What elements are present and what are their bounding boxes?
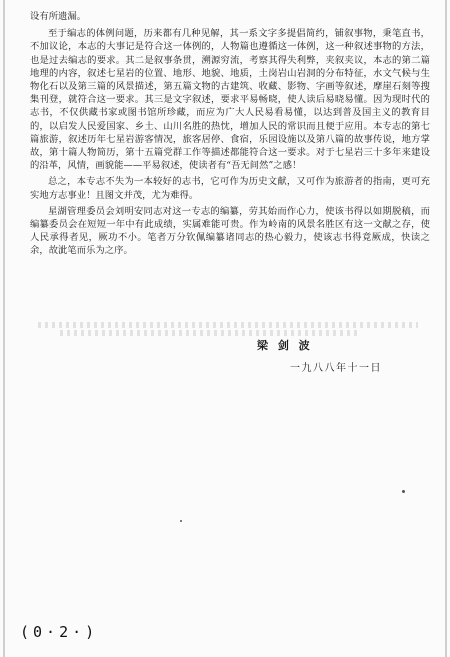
- author-signature: 梁 剑 波: [257, 339, 313, 352]
- paragraph-continuation: 设有所遗漏。: [30, 11, 87, 22]
- signature-date: 一九八八年十一日: [290, 363, 382, 374]
- paragraph-acknowledgement: 星湖管理委员会刘明安同志对这一专志的编纂，劳其始而作心力，使该书得以如期脱稿，而编纂委员会在短短一年中有此成绩，实属难能可贵。作为岭南的风景名胜区有这一文献之存，使人民承得者见，厥功不小。笔者万分钦佩编纂诸同志的热心毅力，使该志书得竟厥成，快读之余，故泚笔而乐为之序。: [30, 205, 430, 257]
- scan-speck: [402, 490, 405, 493]
- paragraph-summary: 总之，本专志不失为一本较好的志书，它可作为历史文献，又可作为旅游者的指南，更可充实地方志事业！且图文并茂，尤为难得。: [30, 176, 430, 201]
- bleed-through-noise: [60, 330, 360, 336]
- preface-body: [30, 10, 430, 258]
- paragraph-style-discussion: 至于编志的体例问题，历来都有几种见解，其一系文字多提倡简约，铺叙事物，秉笔直书，不加议论，本志的大事记是符合这一体例的，人物篇也遵循这一体例，这一种叙述事物的方法，也是过去编志的要求。其二是叙事条贯，溯源穷流，考察其得失利弊，夹叙夹议，本志的第二篇地理的内容，叙述七星岩的位置、地形、地貌、地质，土岗岩山岩洞的分布特征，水文气候与生物化石以及第三篇的风景描述，第五篇文物的古建筑、收藏、影物、字画等叙述，摩崖石刻等搜集刊登，就符合这一要求。其三是文字叙述，要求平易畅晓，使人读后易晓易懂。因为现时代的志书，不仅供藏书家或图书馆所珍藏，而应为广大人民易看易懂，以达到普及国主义的教育目的，以启发人民爱国家、乡土、山川名胜的热忱，增加人民的常识而且便于应用。本专志的第七篇旅游，叙述历年七星岩游客情况，旅客居停、食宿，乐园设施以及第八篇的故事传说，地方掌故，第十篇人物简历，第十五篇党群工作等描述都能符合这一要求。对于七星岩三十多年来建设的沿革，风情，画貌能——平易叙述，使读者有“吾无间然”之感！: [30, 28, 430, 172]
- page-number: (0·2·): [20, 623, 99, 641]
- scan-edge-left: [3, 0, 5, 657]
- scan-edge-right: [445, 0, 447, 657]
- scan-speck: [180, 520, 182, 522]
- bleed-through-noise: [38, 322, 418, 328]
